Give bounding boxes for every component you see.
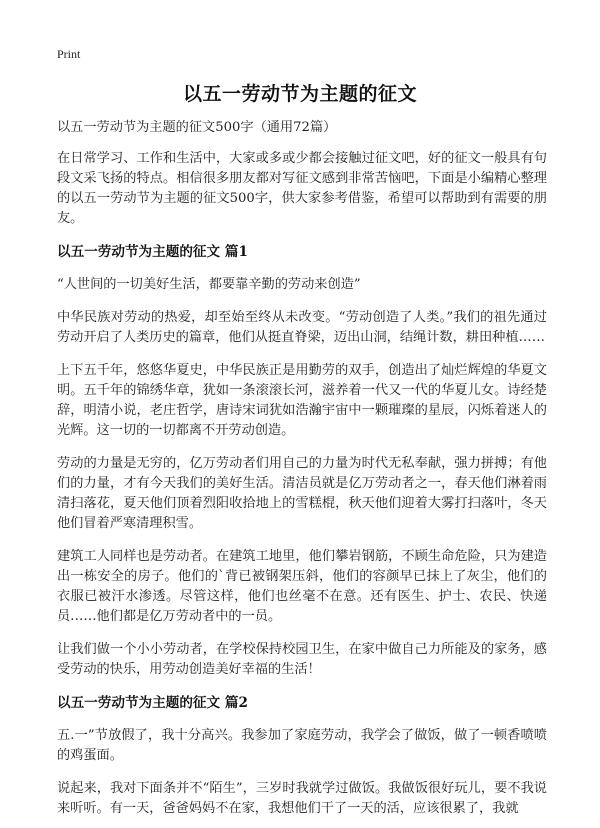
section-paragraph: 建筑工人同样也是劳动者。在建筑工地里，他们攀岩钢筋，不顾生命危险，只为建造出一栋安全的房子。他们的`背已被钢架压斜，他们的容颜早已抹上了灰尘，他们的衣服已被汗水渗透。尽管这样，他们也丝毫不在意。还有医生、护士、农民、快递员……他们都是亿万劳动者中的一员。 [57,549,547,624]
section-paragraph: 让我们做一个小小劳动者，在学校保持校园卫生，在家中做自己力所能及的家务，感受劳动的快乐，用劳动创造美好幸福的生活！ [57,642,547,677]
document-title: 以五一劳动节为主题的征文 [182,83,417,105]
section-paragraph: 上下五千年，悠悠华夏史，中华民族正是用勤劳的双手，创造出了灿烂辉煌的华夏文明。五千年的锦绣华章，犹如一条滚滚长河，滋养着一代又一代的华夏儿女。诗经楚辞，明清小说，老庄哲学，唐诗宋词犹如浩瀚宇宙中一颗璀璨的星辰，闪烁着迷人的光辉。这一切的一切都离不开劳动创造。 [57,363,547,438]
section-heading: 以五一劳动节为主题的征文 篇1 [57,244,248,260]
section-heading: 以五一劳动节为主题的征文 篇2 [57,695,248,711]
print-link[interactable]: Print [57,47,81,61]
document-subtitle: 以五一劳动节为主题的征文500字（通用72篇） [57,120,337,135]
intro-paragraph: 在日常学习、工作和生活中，大家或多或少都会接触过征文吧，好的征文一般具有句段文采飞扬的特点。相信很多朋友都对写征文感到非常苦恼吧，下面是小编精心整理的以五一劳动节为主题的征文500字，供大家参考借鉴，希望可以帮助到有需要的朋友。 [57,151,547,226]
document-body [57,118,547,828]
section-paragraph: 五.一”节放假了，我十分高兴。我参加了家庭劳动，我学会了做饭，做了一顿香喷喷的鸡蛋面。 [57,728,547,763]
section-paragraph: 劳动的力量是无穷的，亿万劳动者们用自己的力量为时代无私奉献，强力拼搏；有他们的力量，才有今天我们的美好生活。清洁员就是亿万劳动者之一，春天他们淋着雨清扫落花，夏天他们顶着烈阳收拾地上的雪糕棍，秋天他们迎着大雾打扫落叶，冬天他们冒着严寒清理积雪。 [57,456,547,531]
section-paragraph: 中华民族对劳动的热爱，却至始至终从未改变。“劳动创造了人类。”我们的祖先通过劳动开启了人类历史的篇章，他们从挺直脊梁，迈出山洞，结绳计数，耕田种植…… [57,310,547,345]
section-paragraph: 说起来，我对下面条并不“陌生”，三岁时我就学过做饭。我做饭很好玩儿，要不我说来听听。有一天，爸爸妈妈不在家，我想他们干了一天的活，应该很累了，我就 [57,781,547,816]
section-paragraph: “人世间的一切美好生活，都要靠辛勤的劳动来创造” [57,277,361,292]
